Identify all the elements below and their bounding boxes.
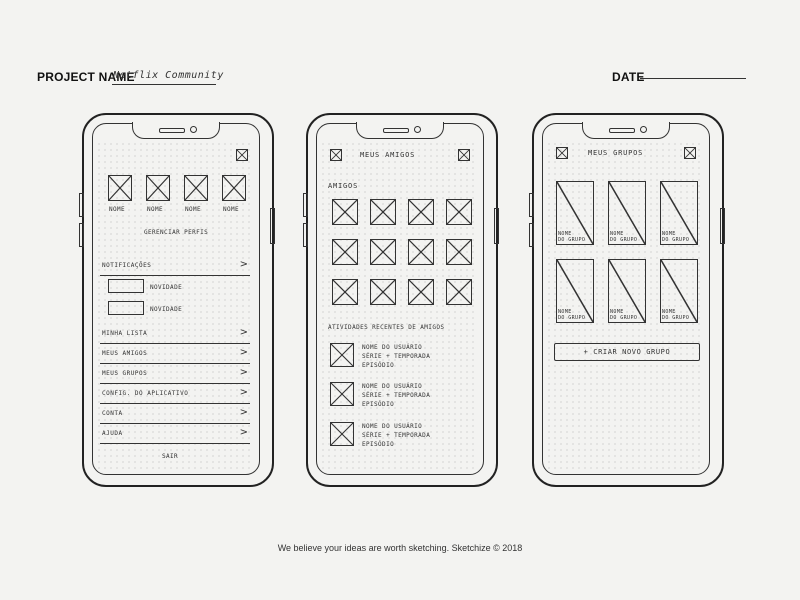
friend-avatar[interactable]	[446, 239, 472, 265]
chevron-right-icon: >	[239, 347, 248, 358]
friend-avatar[interactable]	[370, 239, 396, 265]
chevron-right-icon: >	[239, 387, 248, 398]
activity-episode: EPISÓDIO	[362, 441, 395, 448]
group-name-sub: DO GRUPO	[558, 237, 586, 243]
friend-avatar[interactable]	[408, 239, 434, 265]
activity-series: SÉRIE + TEMPORADA	[362, 392, 431, 399]
activity-episode: EPISÓDIO	[362, 401, 395, 408]
back-icon[interactable]	[556, 147, 568, 159]
page-title: MEUS GRUPOS	[588, 149, 644, 157]
friend-avatar[interactable]	[446, 279, 472, 305]
chevron-right-icon: >	[239, 367, 248, 378]
group-name: NOME	[558, 231, 572, 237]
activities-section-label: ATIVIDADES RECENTES DE AMIGOS	[328, 324, 445, 331]
chevron-right-icon: >	[239, 259, 248, 270]
group-name-sub: DO GRUPO	[662, 315, 690, 321]
close-icon[interactable]	[236, 149, 248, 161]
group-name-sub: DO GRUPO	[662, 237, 690, 243]
friend-avatar[interactable]	[332, 279, 358, 305]
profile-name-4: NOME	[223, 206, 240, 213]
group-name: NOME	[610, 309, 624, 315]
activity-user-name: NOME DO USUÁRIO	[362, 344, 423, 351]
group-name: NOME	[662, 309, 676, 315]
create-group-button[interactable]: + CRIAR NOVO GRUPO	[554, 343, 700, 361]
notifications-row[interactable]	[100, 257, 250, 276]
footer-credit: We believe your ideas are worth sketching. Sketchize © 2018	[277, 543, 523, 553]
page-title: MEUS AMIGOS	[360, 151, 416, 159]
activity-episode: EPISÓDIO	[362, 362, 395, 369]
profile-name-2: NOME	[147, 206, 164, 213]
screen-my-friends	[320, 141, 478, 469]
menu-icon[interactable]	[684, 147, 696, 159]
menu-item-meus-amigos[interactable]	[100, 345, 250, 364]
profile-avatar-2[interactable]	[146, 175, 170, 201]
chevron-right-icon: >	[239, 407, 248, 418]
activity-thumb[interactable]	[330, 382, 354, 406]
date-line	[640, 78, 746, 79]
profile-avatar-4[interactable]	[222, 175, 246, 201]
menu-item-config[interactable]	[100, 385, 250, 404]
chevron-right-icon: >	[239, 327, 248, 338]
friend-avatar[interactable]	[408, 279, 434, 305]
screen-my-groups	[546, 141, 704, 469]
profile-avatar-1[interactable]	[108, 175, 132, 201]
novidade-label-2: NOVIDADE	[150, 306, 183, 313]
friend-avatar[interactable]	[408, 199, 434, 225]
back-icon[interactable]	[330, 149, 342, 161]
menu-label: MINHA LISTA	[102, 330, 148, 337]
menu-label: CONFIG. DO APLICATIVO	[102, 390, 189, 397]
phone-my-groups	[532, 113, 722, 485]
activity-thumb[interactable]	[330, 422, 354, 446]
group-name: NOME	[558, 309, 572, 315]
activity-series: SÉRIE + TEMPORADA	[362, 432, 431, 439]
novidade-label-1: NOVIDADE	[150, 284, 183, 291]
menu-item-meus-grupos[interactable]	[100, 365, 250, 384]
friend-avatar[interactable]	[370, 279, 396, 305]
friend-avatar[interactable]	[332, 239, 358, 265]
activity-thumb[interactable]	[330, 343, 354, 367]
menu-label: MEUS AMIGOS	[102, 350, 148, 357]
screen-profile-menu	[96, 141, 254, 469]
date-label: DATE	[612, 70, 645, 84]
phone-profile-menu	[82, 113, 272, 485]
project-name-label: PROJECT NAME	[37, 70, 135, 84]
menu-item-conta[interactable]	[100, 405, 250, 424]
project-name-value: Netflix Community	[113, 70, 224, 81]
logout-button[interactable]: SAIR	[162, 453, 179, 460]
activity-series: SÉRIE + TEMPORADA	[362, 353, 431, 360]
friends-section-label: AMIGOS	[328, 182, 359, 190]
project-name-line	[112, 84, 216, 85]
phone-my-friends	[306, 113, 496, 485]
chevron-right-icon: >	[239, 427, 248, 438]
novidade-thumb-1[interactable]	[108, 279, 144, 293]
menu-label: MEUS GRUPOS	[102, 370, 148, 377]
friend-avatar[interactable]	[446, 199, 472, 225]
group-name: NOME	[610, 231, 624, 237]
profile-avatar-3[interactable]	[184, 175, 208, 201]
menu-label: CONTA	[102, 410, 123, 417]
activity-user-name: NOME DO USUÁRIO	[362, 423, 423, 430]
menu-label: AJUDA	[102, 430, 123, 437]
menu-icon[interactable]	[458, 149, 470, 161]
group-name-sub: DO GRUPO	[558, 315, 586, 321]
manage-profiles-link[interactable]: GERENCIAR PERFIS	[144, 229, 209, 236]
group-name-sub: DO GRUPO	[610, 237, 638, 243]
activity-user-name: NOME DO USUÁRIO	[362, 383, 423, 390]
novidade-thumb-2[interactable]	[108, 301, 144, 315]
group-name: NOME	[662, 231, 676, 237]
friend-avatar[interactable]	[370, 199, 396, 225]
profile-name-3: NOME	[185, 206, 202, 213]
profile-name-1: NOME	[109, 206, 126, 213]
menu-item-minha-lista[interactable]	[100, 325, 250, 344]
notifications-label: NOTIFICAÇÕES	[102, 262, 152, 269]
menu-item-ajuda[interactable]	[100, 425, 250, 444]
friend-avatar[interactable]	[332, 199, 358, 225]
group-name-sub: DO GRUPO	[610, 315, 638, 321]
